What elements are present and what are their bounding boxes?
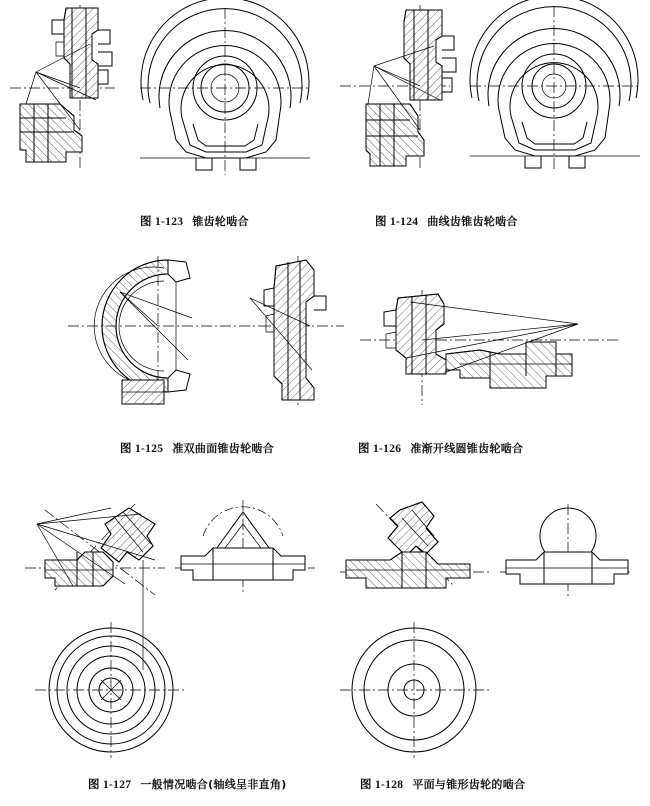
caption-1-128-title: 平面与锥形齿轮的啮合 [412,778,526,791]
caption-1-125-title: 准双曲面锥齿轮啮合 [172,442,275,455]
figure-1-123-drawing [0,0,320,205]
fig-1-127-svg [15,490,325,770]
figure-1-127-drawing [15,490,325,770]
fig-1-123-svg [0,0,320,205]
caption-1-123-title: 锥齿轮啮合 [192,215,249,228]
caption-1-125-number: 图 1-125 [120,443,164,455]
caption-1-126 [358,440,523,456]
fig-1-124-svg [330,0,650,205]
figure-1-126-drawing [350,280,630,430]
figure-1-124-drawing [330,0,650,205]
figure-1-125-drawing [60,248,350,433]
caption-1-128-number: 图 1-128 [360,779,404,791]
caption-1-127-title: 一般情况啮合(轴线呈非直角) [140,778,287,791]
caption-1-124-title: 曲线齿锥齿轮啮合 [427,215,518,228]
fig-1-126-svg [350,280,630,430]
fig-1-128-svg [330,490,640,770]
figure-1-128-drawing [330,490,640,770]
caption-1-127 [88,776,287,792]
fig-1-125-svg [60,248,350,433]
caption-1-123 [140,213,249,229]
caption-1-126-title: 准渐开线圆锥齿轮啮合 [410,442,524,455]
caption-1-128 [360,776,525,792]
caption-1-124-number: 图 1-124 [375,216,419,228]
caption-1-123-number: 图 1-123 [140,216,184,228]
caption-1-124 [375,213,518,229]
caption-1-125 [120,440,274,456]
caption-1-126-number: 图 1-126 [358,443,402,455]
caption-1-127-number: 图 1-127 [88,779,132,791]
